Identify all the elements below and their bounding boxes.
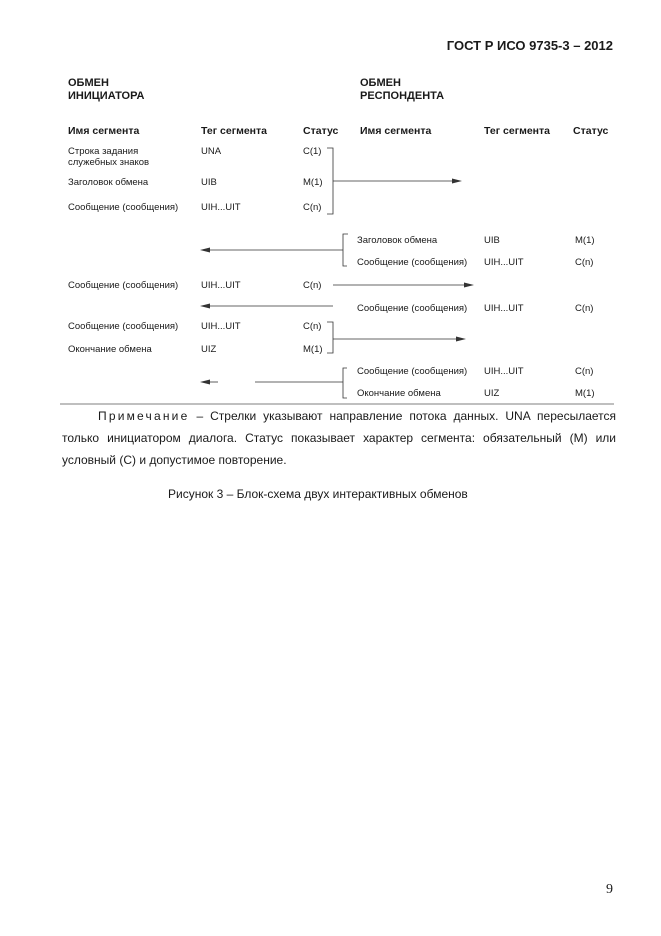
initiator-row-msg1-tag: UIH...UIT — [201, 202, 241, 213]
arrowhead-left-1 — [200, 248, 210, 253]
responder-row-msg1-name: Сообщение (сообщения) — [357, 257, 468, 268]
responder-col-name: Имя сегмента — [360, 125, 432, 137]
responder-title-line2: РЕСПОНДЕНТА — [360, 90, 445, 102]
document-header: ГОСТ Р ИСО 9735-3 – 2012 — [446, 38, 613, 53]
figure-caption: Рисунок 3 – Блок-схема двух интерактивных обменов — [168, 487, 468, 501]
responder-bracket-2 — [343, 368, 347, 398]
responder-row-uiz-tag: UIZ — [484, 388, 500, 399]
arrowhead-left-2 — [200, 304, 210, 309]
responder-row-msg2-status: C(n) — [575, 303, 594, 314]
initiator-bracket-2 — [327, 322, 333, 353]
responder-row-msg1-status: C(n) — [575, 257, 594, 268]
page-number: 9 — [606, 882, 613, 897]
initiator-row-una-tag: UNA — [201, 146, 222, 157]
responder-col-tag: Тег сегмента — [484, 125, 551, 137]
responder-row-msg3-status: C(n) — [575, 366, 594, 377]
responder-col-status: Статус — [573, 125, 609, 137]
arrowhead-right-2 — [464, 283, 474, 288]
initiator-row-una-status: C(1) — [303, 146, 322, 157]
responder-bracket-1 — [343, 234, 348, 266]
initiator-col-tag: Тег сегмента — [201, 125, 268, 137]
initiator-row-msg1-name: Сообщение (сообщения) — [68, 202, 179, 213]
initiator-col-name: Имя сегмента — [68, 125, 140, 137]
responder-row-msg3-name: Сообщение (сообщения) — [357, 366, 468, 377]
responder-row-uib-tag: UIB — [484, 235, 500, 246]
initiator-row-uiz-name: Окончание обмена — [68, 344, 152, 355]
arrowhead-right-3 — [456, 337, 466, 342]
initiator-row-uib-name: Заголовок обмена — [68, 177, 149, 188]
responder-row-uiz-name: Окончание обмена — [357, 388, 441, 399]
initiator-row-msg2-name: Сообщение (сообщения) — [68, 280, 179, 291]
initiator-row-uib-status: M(1) — [303, 177, 323, 188]
initiator-row-msg3-status: C(n) — [303, 321, 322, 332]
initiator-row-msg1-status: C(n) — [303, 202, 322, 213]
arrowhead-right-1 — [452, 179, 462, 184]
initiator-bracket-1 — [327, 148, 333, 214]
initiator-row-uiz-tag: UIZ — [201, 344, 217, 355]
note-label: Примечание — [98, 409, 190, 423]
responder-row-msg1-tag: UIH...UIT — [484, 257, 524, 268]
note-text: – Стрелки указывают направление потока данных. UNA пересылается только инициатором диалога. Статус показывает характер сегмента: обязательный (М) или условный (С) и допустимое повторение. — [62, 409, 616, 467]
initiator-row-uiz-status: M(1) — [303, 344, 323, 355]
initiator-title-line2: ИНИЦИАТОРА — [68, 90, 145, 102]
responder-row-uib-name: Заголовок обмена — [357, 235, 438, 246]
initiator-row-msg3-name: Сообщение (сообщения) — [68, 321, 179, 332]
arrowhead-left-3 — [200, 380, 210, 385]
initiator-row-msg3-tag: UIH...UIT — [201, 321, 241, 332]
responder-row-msg3-tag: UIH...UIT — [484, 366, 524, 377]
responder-row-msg2-name: Сообщение (сообщения) — [357, 303, 468, 314]
responder-row-msg2-tag: UIH...UIT — [484, 303, 524, 314]
initiator-title-line1: ОБМЕН — [68, 77, 109, 89]
responder-row-uiz-status: M(1) — [575, 388, 595, 399]
initiator-row-msg2-status: C(n) — [303, 280, 322, 291]
responder-row-uib-status: M(1) — [575, 235, 595, 246]
initiator-row-uib-tag: UIB — [201, 177, 217, 188]
initiator-row-una-name-line1: Строка задания — [68, 146, 139, 157]
initiator-row-una-name-line2: служебных знаков — [68, 157, 150, 168]
figure-note — [62, 405, 616, 471]
responder-title-line1: ОБМЕН — [360, 77, 401, 89]
initiator-col-status: Статус — [303, 125, 339, 137]
initiator-row-msg2-tag: UIH...UIT — [201, 280, 241, 291]
